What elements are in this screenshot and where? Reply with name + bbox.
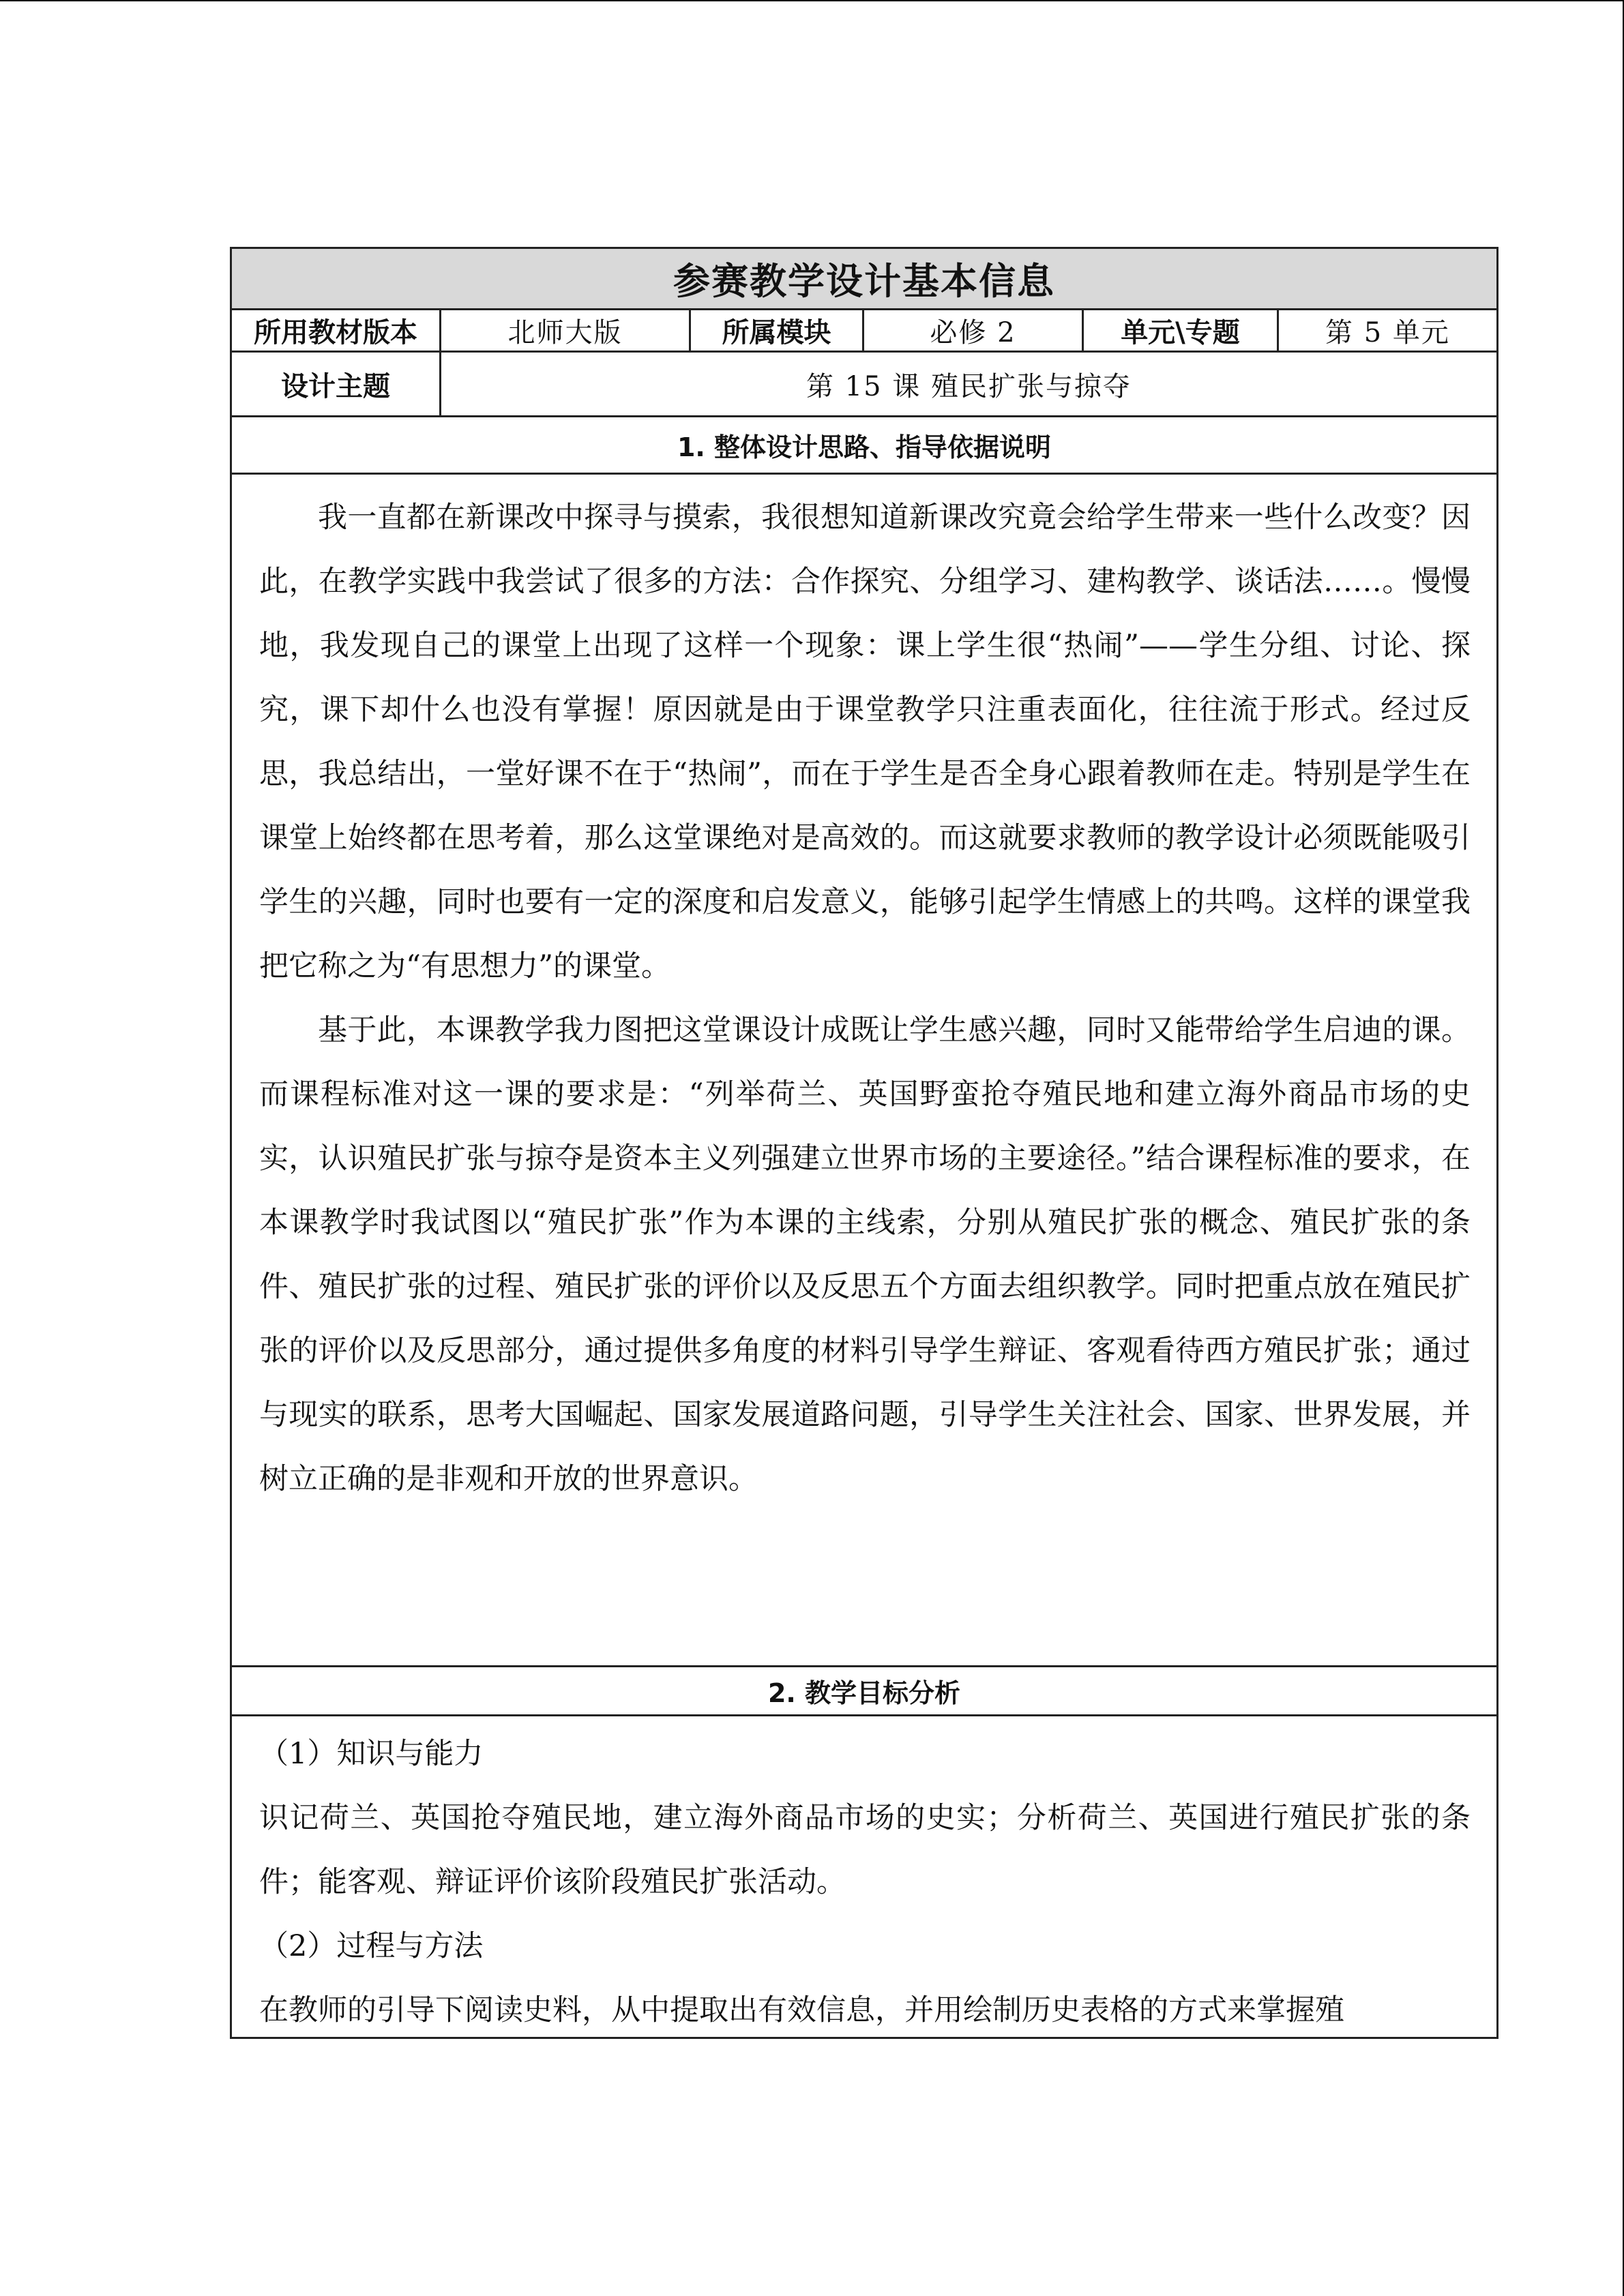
textbook-label: 所用教材版本 bbox=[232, 310, 441, 351]
info-table bbox=[230, 247, 1498, 2039]
topic-label: 设计主题 bbox=[232, 353, 441, 415]
objective-knowledge-text: 识记荷兰、英国抢夺殖民地，建立海外商品市场的史实；分析荷兰、英国进行殖民扩张的条件；能客观、辩证评价该阶段殖民扩张活动。 bbox=[259, 1801, 1471, 1899]
section1-paragraph-2: 基于此，本课教学我力图把这堂课设计成既让学生感兴趣，同时又能带给学生启迪的课。而课程标准对这一课的要求是：“列举荷兰、英国野蛮抢夺殖民地和建立海外商品市场的史实，认识殖民扩张与掠夺是资本主义列强建立世界市场的主要途径。”结合课程标准的要求，在本课教学时我试图以“殖民扩张”作为本课的主线索，分别从殖民扩张的概念、殖民扩张的条件、殖民扩张的过程、殖民扩张的评价以及反思五个方面去组织教学。同时把重点放在殖民扩张的评价以及反思部分，通过提供多角度的材料引导学生辩证、客观看待西方殖民扩张；通过与现实的联系，思考大国崛起、国家发展道路问题，引导学生关注社会、国家、世界发展，并树立正确的是非观和开放的世界意识。 bbox=[259, 1013, 1471, 1496]
objective-process-text: 在教师的引导下阅读史料，从中提取出有效信息，并用绘制历史表格的方式来掌握殖 bbox=[259, 1993, 1344, 2027]
table-title: 参赛教学设计基本信息 bbox=[673, 260, 1055, 303]
objective-knowledge-title: （1）知识与能力 bbox=[259, 1737, 484, 1771]
section1-paragraph-1: 我一直都在新课改中探寻与摸索，我很想知道新课改究竟会给学生带来一些什么改变？因此，在教学实践中我尝试了很多的方法：合作探究、分组学习、建构教学、谈话法……。慢慢地，我发现自己的课堂上出现了这样一个现象：课上学生很“热闹”——学生分组、讨论、探究，课下却什么也没有掌握！原因就是由于课堂教学只注重表面化，往往流于形式。经过反思，我总结出，一堂好课不在于“热闹”，而在于学生是否全身心跟着教师在走。特别是学生在课堂上始终都在思考着，那么这堂课绝对是高效的。而这就要求教师的教学设计必须既能吸引学生的兴趣，同时也要有一定的深度和启发意义，能够引起学生情感上的共鸣。这样的课堂我把它称之为“有思想力”的课堂。 bbox=[259, 501, 1471, 983]
section2-heading: 2. 教学目标分析 bbox=[232, 1667, 1496, 1716]
unit-label: 单元\专题 bbox=[1084, 310, 1279, 351]
module-label: 所属模块 bbox=[691, 310, 864, 351]
table-title-row bbox=[232, 249, 1496, 310]
section1-body bbox=[232, 475, 1496, 1667]
topic-row bbox=[232, 353, 1496, 417]
textbook-value: 北师大版 bbox=[441, 310, 691, 351]
topic-value: 第 15 课 殖民扩张与掠夺 bbox=[806, 370, 1132, 402]
objective-process-title: （2）过程与方法 bbox=[259, 1929, 484, 1963]
module-value: 必修 2 bbox=[864, 310, 1084, 351]
section2-body bbox=[232, 1716, 1496, 2039]
page-top-border bbox=[0, 0, 1624, 1]
basic-info-row bbox=[232, 310, 1496, 353]
section1-heading: 1. 整体设计思路、指导依据说明 bbox=[232, 417, 1496, 475]
unit-value: 第 5 单元 bbox=[1325, 317, 1450, 348]
